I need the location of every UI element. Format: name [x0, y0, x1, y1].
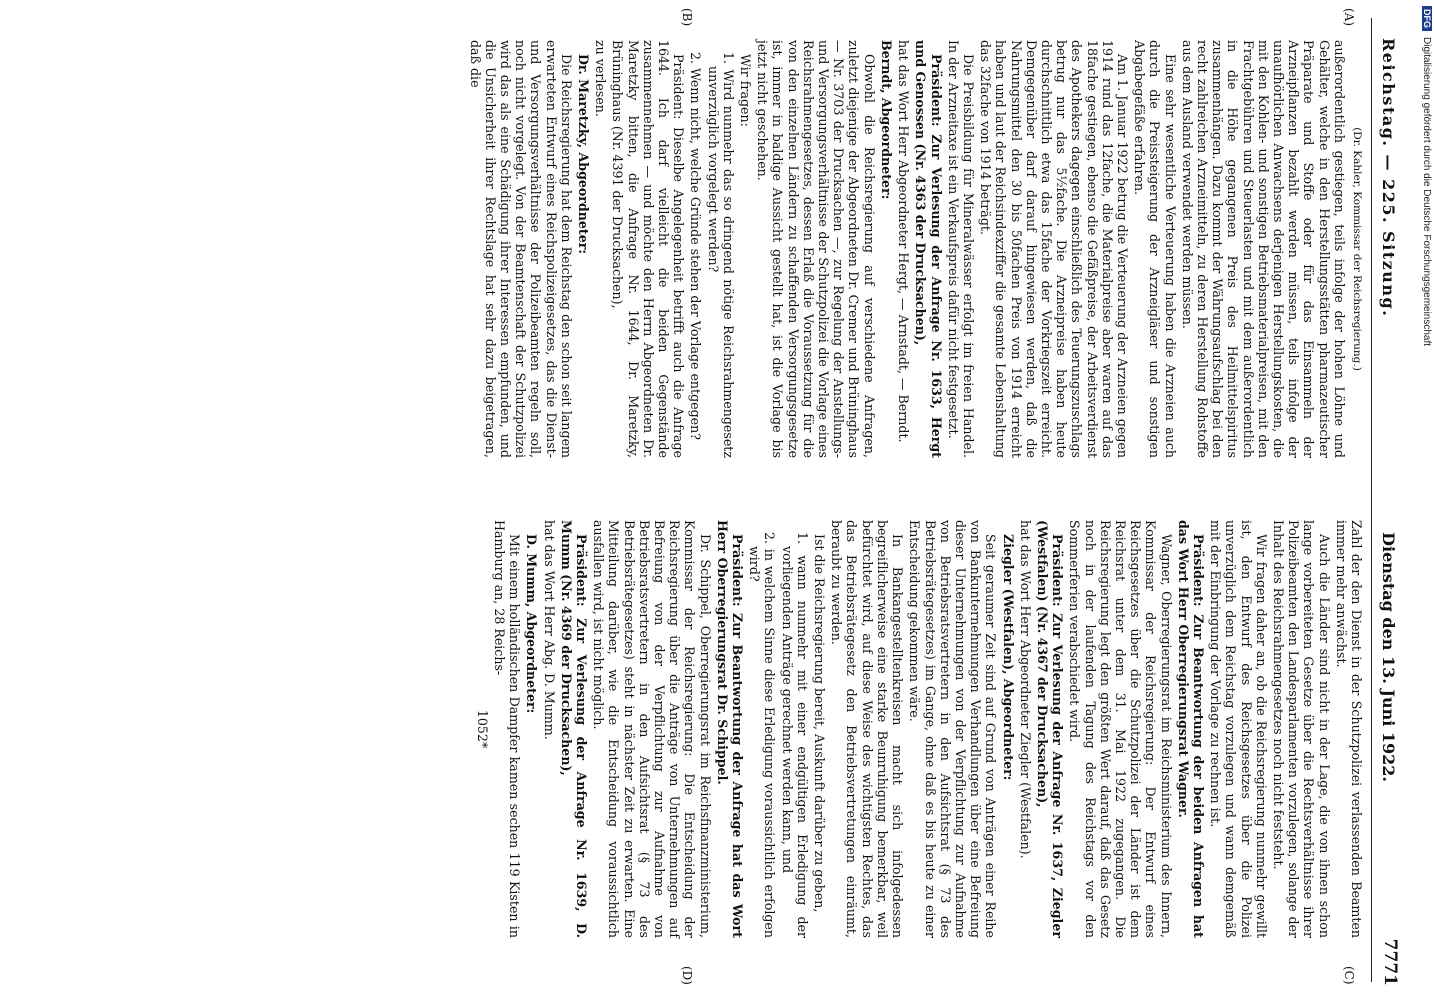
paragraph: hat das Wort Herr Abg. D. Mumm.: [541, 520, 557, 740]
margin-mark-a: (A): [1342, 8, 1356, 27]
paragraph: Die Reichsregierung hat dem Reichstag den schon seit langem erwarteten Entwurf eines Reichspolizeigesetzes, das die Dienst- und Versorgungsverhältnisse der Polizeibeamten regeln soll, noch nicht vorgelegt. Von der Beamtenschaft der Schutzpolizei wird das als eine Schädigung ihrer Interessen empfunden, und die Unsicherheit ihrer Rechtslage hat sehr dazu beigetragen, daß die: [467, 40, 574, 458]
paragraph: Die Preisbildung für Mineralwässer erfolgt im freien Handel. In der Arzneitaxe ist ein Verkaufspreis dafür nicht festgesetzt.: [945, 40, 976, 458]
paragraph: Seit geraumer Zeit sind auf Grund von Anträgen einer Reihe von Bankunternehmungen Verhandlungen über eine Befreiung dieser Unternehmungen von der Verpflichtung zur Aufnahme von Betriebsratsvertretern in den Aufsichtsrat (§ 73 des Betriebsrätegesetzes) im Gange, ohne daß es bis heute zu einer Entscheidung gekommen wäre.: [907, 520, 999, 938]
president-remark: Präsident: Zur Beantwortung der beiden Anfragen hat das Wort Herr Oberregierungsrat Wagner.: [1175, 520, 1206, 938]
paragraph: Wagner, Oberregierungsrat im Reichsministerium des Innern, Kommissar der Reichsregierung: Der Entwurf eines Reichsgesetzes über die Schutzpolizei der Länder ist dem Reichsrat unter dem 31. Mai 1922 zugegangen. Die Reichsregierung legt den größten Wert darauf, daß das Gesetz noch in der laufenden Tagung des Reichstags vor den Sommerferien verabschiedet wird.: [1067, 520, 1174, 938]
paragraph: Zahl der den Dienst in der Schutzpolizei verlassenden Beamten immer mehr anwächst.: [1333, 520, 1364, 938]
paragraph: Dr. Schippel, Oberregierungsrat im Reichsfinanzministerium, Kommissar der Reichsregierung: Die Entscheidung der Reichsregierung über die Anträge von Unternehmungen auf Befreiung von der Verpflichtung zur Aufnahme von Betriebsratsvertretern in den Aufsichtsrat (§ 73 des Betriebsrätegesetzes) steht in nächster Zeit zu erwarten. Eine Mitteilung darüber, wie die Entscheidung voraussichtlich ausfallen wird, ist nicht möglich.: [591, 520, 713, 938]
right-column: [64, 520, 1364, 938]
list-item: 2. in welchem Sinne diese Erledigung voraussichtlich erfolgen wird?: [747, 532, 778, 938]
paragraph: Eine sehr wesentliche Verteuerung haben die Arzneien auch durch die Preissteigerung der Arzneigläser und sonstigen Abgabegefäße erfahren.: [1132, 40, 1178, 458]
speaker-heading: Ziegler (Westfalen), Abgeordneter:: [1000, 534, 1016, 781]
speaker-note: (Dr. Kahler, Kommissar der Reichsregierung.): [1351, 127, 1363, 371]
president-remark: Präsident: Zur Verlesung der Anfrage Nr. 1637, Ziegler (Westfalen) (Nr. 4367 der Drucksachen),: [1034, 520, 1066, 938]
paragraph: Mit einem holländischen Dampfer kamen sechen 119 Kisten in Hamburg an, 28 Reichs-: [492, 520, 523, 938]
paragraph: Wir fragen daher an, ob die Reichsregierung nunmehr gewillt ist, den Entwurf des Reichsgesetzes über die Polizei unverzüglich dem Reichstag vorzulegen und wann demgemäß mit der Einbringung der Vorlage zu rechnen ist.: [1208, 520, 1269, 938]
speaker-heading: Dr. Maretzky, Abgeordneter:: [576, 54, 592, 255]
list-item: 1. wann nunmehr mit einer endgültigen Erledigung der vorliegenden Anträge gerechnet werden kann, und: [779, 532, 810, 938]
header-center: Dienstag den 13. Juni 1922.: [1379, 532, 1398, 782]
president-remark: Präsident: Zur Beantwortung der Anfrage hat das Wort Herr Oberregierungsrat Dr. Schippel.: [714, 520, 746, 938]
paragraph: zu verlesen.: [593, 40, 609, 117]
president-remark: Präsident: Dieselbe Angelegenheit betrifft auch die Anfrage 1644. Ich darf vielleicht die beiden Gegenstände zusammennehmen — und möchte den Herrn Abgeordneten Dr. Maretzky bitten, die Anfrage Nr. 1644, Dr. Maretzky, Brüninghaus (Nr. 4391 der Drucksachen),: [610, 40, 687, 458]
left-column: [64, 40, 1364, 458]
president-remark: Präsident: Zur Verlesung der Anfrage Nr. 1633, Hergt und Genossen (Nr. 4363 der Drucksachen),: [913, 40, 944, 458]
paragraph: hat das Wort Herr Abgeordneter Hergt, — Arnstadt, — Berndt.: [896, 40, 912, 443]
margin-mark-b: (B): [680, 8, 694, 27]
paragraph: Ist die Reichsregierung bereit, Auskunft darüber zu geben,: [812, 534, 828, 913]
credit-text: Digitalisierung gefördert durch die Deutsche Forschungsgemeinschaft: [1421, 37, 1432, 347]
list-item: 2. Wenn nicht, welche Gründe stehen der Vorlage entgegen?: [688, 52, 704, 440]
dfg-logo: DFG: [1422, 6, 1432, 31]
digitization-credit: [1412, 6, 1432, 996]
header-left: Reichstag. — 225. Sitzung.: [1379, 38, 1398, 318]
page-number: 7771: [1380, 938, 1400, 986]
running-head: [1371, 18, 1402, 986]
paragraph: In Bankangestelltenkreisen macht sich infolgedessen begreiflicherweise eine starke Beunruhigung bemerkbar, weil befürchtet wird, auf diese Weise des wichtigsten Rechtes, das das Betriebsrätegesetz den Betriebsvertretungen einräumt, beraubt zu werden.: [829, 520, 906, 938]
footnote-marker: 1052*: [474, 709, 490, 749]
list-item: 1. Wird nunmehr das so dringend nötige Reichsrahmengesetz unverzüglich vorgelegt werden?: [705, 52, 736, 458]
president-remark: Präsident: Zur Verlesung der Anfrage Nr. 1639, D. Mumm (Nr. 4369 der Drucksachen),: [558, 520, 590, 938]
paragraph: Obwohl die Reichsregierung auf verschiedene Anfragen, zuletzt diejenige der Abgeordneten Dr. Cremer und Brüninghaus — Nr. 3703 der Drucksachen —, zur Regelung der Anstellungs- und Versorgungsverhältnisse der Schutzpolizei die Vorlage eines Reichsrahmengesetzes, dessen Erlaß die Voraussetzung für die von den einzelnen Ländern zu schaffenden Versorgungsgesetze ist, immer in baldige Aussicht gestellt hat, ist die Vorlage bis jetzt nicht geschehen.: [755, 40, 877, 458]
paragraph: hat das Wort Herr Abgeordneter Ziegler (Westfalen).: [1017, 520, 1033, 859]
paragraph: Am 1. Januar 1922 betrug die Verteuerung der Arzneien gegen 1914 rund das 12fache, die Materialpreise aber waren auf das 18fache gestiegen, ebenso die Gefäßpreise, der Arbeitsverdienst des Apothekers dagegen einschließlich des Teuerungszuschlags betrug nur das 5½fache. Die Arzneipreise haben heute durchschnittlich etwa das 15fache der Vorkriegszeit erreicht. Demgegenüber darf darauf hingewiesen werden, daß die Nahrungsmittel den 30 bis 50fachen Preis von 1914 erreicht haben und laut der Reichsindexziffer die gesamte Lebenshaltung das 32fache von 1914 beträgt.: [978, 40, 1130, 458]
paragraph: Wir fragen:: [738, 54, 754, 127]
speaker-heading: D. Mumm, Abgeordneter:: [524, 534, 540, 714]
paragraph: Auch die Länder sind nicht in der Lage, die von ihnen schon lange vorbereiteten Gesetze über die Rechtsverhältnisse ihrer Polizeibeamten den Landesparlamenten vorzulegen, solange der Inhalt des Reichsrahmengesetzes noch nicht feststeht.: [1270, 520, 1332, 938]
speaker-heading: Berndt, Abgeordneter:: [878, 40, 894, 200]
margin-mark-d: (D): [680, 966, 694, 985]
paragraph: außerordentlich gestiegen, teils infolge der hohen Löhne und Gehälter, welche in den Herstellungsstätten pharmazeutischer Präparate und Stoffe oder für das Einsammeln der Arzneipflanzen bezahlt werden müssen, teils infolge der unaufhörlichen Anwachsens derjenigen Herstellungskosten, die mit den Kohlen- und sonstigen Betriebsmaterialpreisen, mit den Frachtgebühren und Steuerlasten und mit dem außerordentlich in die Höhe gegangenen Preis des Heilmittelspiritus zusammenhängen. Dazu kommt der Währungsaufschlag bei den recht zahlreichen Arzneimitteln, zu deren Herstellung Rohstoffe aus dem Ausland verwendet werden müssen.: [1179, 40, 1347, 458]
margin-mark-c: (C): [1342, 966, 1356, 985]
